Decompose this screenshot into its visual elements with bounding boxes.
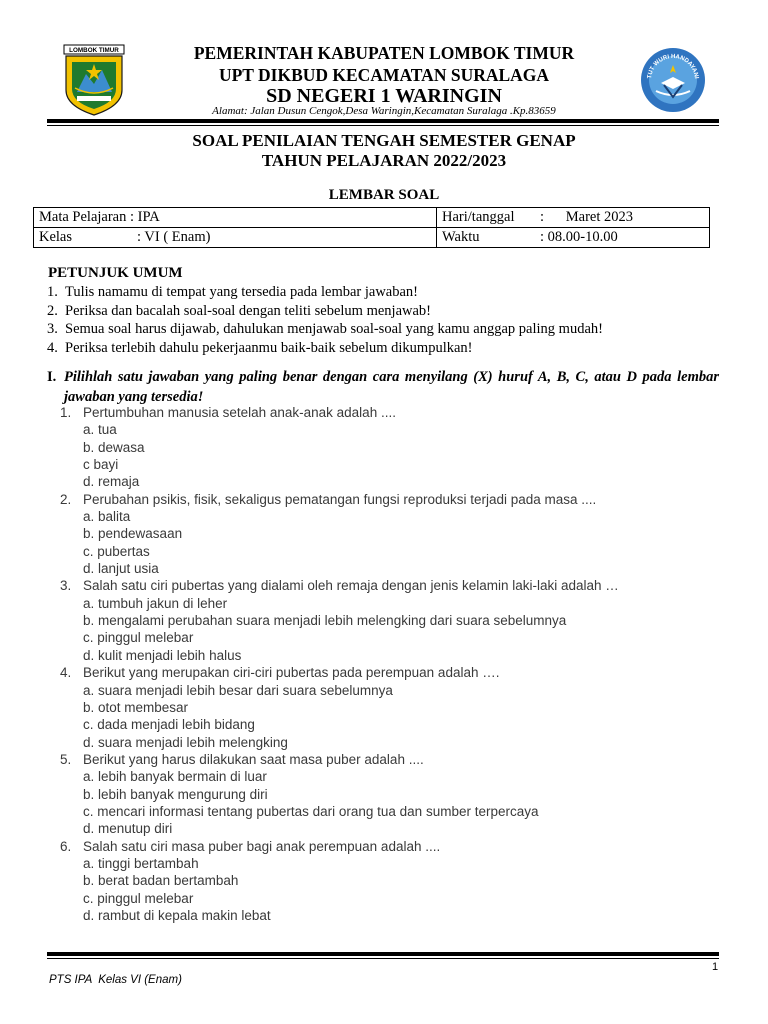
question-item <box>60 664 619 681</box>
question-item <box>60 404 619 421</box>
time-label: Waktu <box>442 229 480 245</box>
answer-option: a. tinggi bertambah <box>83 855 199 871</box>
question-number: 6. <box>60 838 72 854</box>
subject-label: Mata Pelajaran : IPA <box>39 209 160 225</box>
question-text: Pertumbuhan manusia setelah anak-anak adalah .... <box>83 405 396 420</box>
info-row <box>34 208 710 228</box>
instruction-text: Periksa terlebih dahulu pekerjaanmu baik-baik sebelum dikumpulkan! <box>65 339 473 356</box>
instruction-number: 1. <box>47 284 58 300</box>
question-item <box>60 577 619 594</box>
answer-option: d. suara menjadi lebih melengking <box>83 734 288 750</box>
question-number: 3. <box>60 578 72 594</box>
answer-option: d. menutup diri <box>83 821 173 837</box>
question-text: Salah satu ciri masa puber bagi anak perempuan adalah .... <box>83 838 441 854</box>
time-cell <box>437 228 710 248</box>
instruction-item <box>47 339 603 358</box>
answer-option: b. pendewasaan <box>83 526 183 542</box>
question-item <box>60 491 619 508</box>
academic-year: TAHUN PELAJARAN 2022/2023 <box>261 151 507 170</box>
government-name: PEMERINTAH KABUPATEN LOMBOK TIMUR <box>193 43 575 63</box>
section-text: Pilihlah satu jawaban yang paling benar dengan cara menyilang (X) huruf A, B, C, atau D pada lembar jawaban yang tersedia! <box>64 369 719 405</box>
section-instruction <box>47 367 719 407</box>
question-number: 5. <box>60 751 72 767</box>
instruction-number: 4. <box>47 339 58 356</box>
class-label: Kelas <box>39 229 73 245</box>
answer-option: d. rambut di kepala makin lebat <box>83 907 271 923</box>
footer-text: PTS IPA Kelas VI (Enam) <box>49 974 182 986</box>
answer-option: d. lanjut usia <box>83 561 159 577</box>
answer-option: c bayi <box>83 457 119 473</box>
answer-option: a. lebih banyak bermain di luar <box>83 769 267 785</box>
question-list <box>60 404 619 924</box>
question-item <box>60 838 619 855</box>
answer-option: a. tumbuh jakun di leher <box>83 595 228 611</box>
answer-option: b. dewasa <box>83 439 145 455</box>
answer-option: a. balita <box>83 509 131 525</box>
section-number: I. <box>47 369 57 385</box>
answer-option: c. dada menjadi lebih bidang <box>83 717 255 733</box>
page-number: 1 <box>712 961 719 973</box>
footer-divider-thin <box>47 958 719 959</box>
school-name: SD NEGERI 1 WARINGIN <box>266 85 502 107</box>
instruction-item <box>47 302 603 321</box>
header-divider-thin <box>47 125 719 126</box>
instructions-list <box>47 283 603 357</box>
sheet-label: LEMBAR SOAL <box>328 187 440 203</box>
exam-title: SOAL PENILAIAN TENGAH SEMESTER GENAP <box>192 131 576 150</box>
exam-info-table <box>33 207 710 248</box>
regency-logo-text: LOMBOK TIMUR <box>69 47 119 55</box>
instruction-item <box>47 320 603 339</box>
time-value: : 08.00-10.00 <box>540 229 618 245</box>
instructions-heading: PETUNJUK UMUM <box>48 265 183 281</box>
answer-option: d. remaja <box>83 474 140 490</box>
answer-option: c. pinggul melebar <box>83 630 194 646</box>
answer-option: d. kulit menjadi lebih halus <box>83 647 242 663</box>
header-divider <box>47 119 719 123</box>
instruction-number: 3. <box>47 321 58 337</box>
question-item <box>60 751 619 768</box>
subject-cell <box>34 208 437 228</box>
instruction-text: Periksa dan bacalah soal-soal dengan teliti sebelum menjawab! <box>65 302 431 319</box>
class-cell <box>34 228 437 248</box>
answer-option: c. pubertas <box>83 543 150 559</box>
instruction-text: Tulis namamu di tempat yang tersedia pada lembar jawaban! <box>65 284 418 300</box>
answer-option: b. mengalami perubahan suara menjadi lebih melengking dari suara sebelumnya <box>83 613 567 629</box>
office-name: UPT DIKBUD KECAMATAN SURALAGA <box>218 65 550 85</box>
answer-option: b. berat badan bertambah <box>83 873 239 889</box>
answer-option: c. mencari informasi tentang pubertas dari orang tua dan sumber terpercaya <box>83 803 539 819</box>
date-value: : Maret 2023 <box>540 209 634 225</box>
instruction-item <box>47 283 603 302</box>
class-value: : VI ( Enam) <box>137 229 211 245</box>
question-text: Berikut yang harus dilakukan saat masa puber adalah .... <box>83 751 424 767</box>
info-row <box>34 228 710 248</box>
answer-option: a. suara menjadi lebih besar dari suara sebelumnya <box>83 682 393 698</box>
instruction-text: Semua soal harus dijawab, dahulukan menjawab soal-soal yang kamu anggap paling mudah! <box>65 321 603 337</box>
instruction-number: 2. <box>47 302 58 319</box>
date-cell <box>437 208 710 228</box>
logo-motto-text: TUT WURI HANDAYANI <box>646 53 699 80</box>
answer-option: c. pinggul melebar <box>83 890 194 906</box>
question-number: 2. <box>60 491 72 507</box>
question-number: 4. <box>60 665 72 681</box>
question-text: Salah satu ciri pubertas yang dialami oleh remaja dengan jenis kelamin laki-laki adalah … <box>83 578 619 594</box>
footer-divider <box>47 952 719 956</box>
school-address: Alamat: Jalan Dusun Cengok,Desa Waringin,Kecamatan Suralaga .Kp.83659 <box>212 105 556 117</box>
question-text: Berikut yang merupakan ciri-ciri pubertas pada perempuan adalah …. <box>83 665 500 681</box>
question-text: Perubahan psikis, fisik, sekaligus pematangan fungsi reproduksi terjadi pada masa .... <box>83 491 597 507</box>
answer-option: b. lebih banyak mengurung diri <box>83 786 268 802</box>
answer-option: a. tua <box>83 422 117 438</box>
date-label: Hari/tanggal <box>442 209 515 225</box>
question-number: 1. <box>60 405 72 420</box>
answer-option: b. otot membesar <box>83 699 189 715</box>
